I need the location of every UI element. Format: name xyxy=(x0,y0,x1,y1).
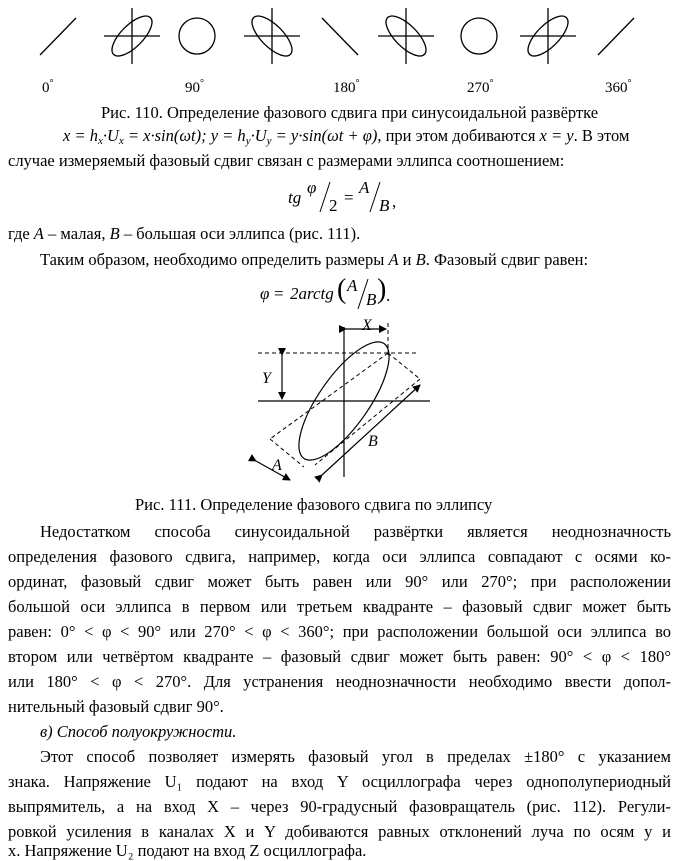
fig111-label-x: X xyxy=(362,317,372,334)
para2-line-3: выпрямитель, а на вход X – через 90-градусный фазовращатель (рис. 112). Регули- xyxy=(8,797,671,816)
formula-tg: tg φ 2 = A B , xyxy=(288,178,397,215)
fig110-circle-90deg xyxy=(179,18,215,54)
fig111-label-a: A xyxy=(272,457,282,474)
para1-line-1: Недостатком способа синусоидальной развёртки является неоднозначность xyxy=(40,522,671,541)
fig111-b-arrow xyxy=(322,385,420,475)
para2-line-2: знака. Напряжение U₁ подают на вход Y осциллографа через однополупериодный xyxy=(8,772,671,791)
fig110-label-360: 360° xyxy=(605,78,632,96)
figure-111 xyxy=(0,315,679,490)
fig110-label-180: 180° xyxy=(333,78,360,96)
fig110-circle-270deg xyxy=(461,18,497,54)
para1-line-7: или 180° < φ < 270°. Для устранения неоднозначности необходимо ввести допол- xyxy=(8,672,671,691)
para1-line-3: ординат, фазовый сдвиг может быть равен или 90° или 270°; при расположении xyxy=(8,572,671,591)
fig110-label-0: 0° xyxy=(42,78,54,96)
para1-line-2: определения фазового сдвига, например, когда оси эллипса совпадают с осями ко- xyxy=(8,547,671,566)
fig110-ellipse-315deg xyxy=(520,8,576,64)
para2-line-4: ровкой усиления в каналах X и Y добиваются равных отклонений луча по осям y и xyxy=(8,822,671,841)
fig110-line-180deg xyxy=(322,18,358,55)
fig111-label-b: B xyxy=(368,433,378,450)
fig110-line-360deg xyxy=(598,18,634,55)
para1-line-8: нительный фазовый сдвиг 90°. xyxy=(8,697,224,716)
para1-line-6: втором или четвёртом квадранте – фазовый сдвиг может быть равен: 90° < φ < 180° xyxy=(8,647,671,666)
fig110-caption: Рис. 110. Определение фазового сдвига при синусоидальной развёртке xyxy=(101,103,599,122)
fig110-label-270: 270° xyxy=(467,78,494,96)
fig110-ellipse-135deg xyxy=(244,8,300,64)
fig110-ellipse-225deg xyxy=(378,8,434,64)
para2-line-1: Этот способ позволяет измерять фазовый угол в пределах ±180° с указанием xyxy=(40,747,671,766)
para2-line-5: x. Напряжение U₂ подают на вход Z осциллографа. xyxy=(8,841,367,860)
equation-line: $x = h_x\cdot U_x = x\cdot\sin(\omega t)$; $y = h_y\cdot U_y = y\cdot\sin(\omega t + \varphi)$, при этом добиваются x = y. В этом xyxy=(63,126,630,147)
para1-line-5: равен: 0° < φ < 90° или 270° < φ < 360°; при расположении большой оси эллипса во xyxy=(8,622,671,641)
text-line-2: случае измеряемый фазовый сдвиг связан с размерами эллипса соотношением: xyxy=(8,151,565,170)
para1-line-4: большой оси эллипса в первом или третьем квадранте – фазовый сдвиг может быть xyxy=(8,597,671,616)
fig110-ellipse-45deg xyxy=(104,8,160,64)
figure-110 xyxy=(0,0,679,80)
formula-arctg: φ = 2arctg ( A B ) . xyxy=(260,274,391,309)
section-heading: в) Способ полуокружности. xyxy=(40,722,237,741)
text-line-3: где A – малая, B – большая оси эллипса (рис. 111). xyxy=(8,224,361,243)
fig110-line-0deg xyxy=(40,18,76,55)
fig111-label-y: Y xyxy=(262,370,271,387)
text-line-4: Таким образом, необходимо определить размеры A и B. Фазовый сдвиг равен: xyxy=(40,250,589,269)
fig110-label-90: 90° xyxy=(185,78,204,96)
fig111-caption: Рис. 111. Определение фазового сдвига по эллипсу xyxy=(135,495,493,514)
